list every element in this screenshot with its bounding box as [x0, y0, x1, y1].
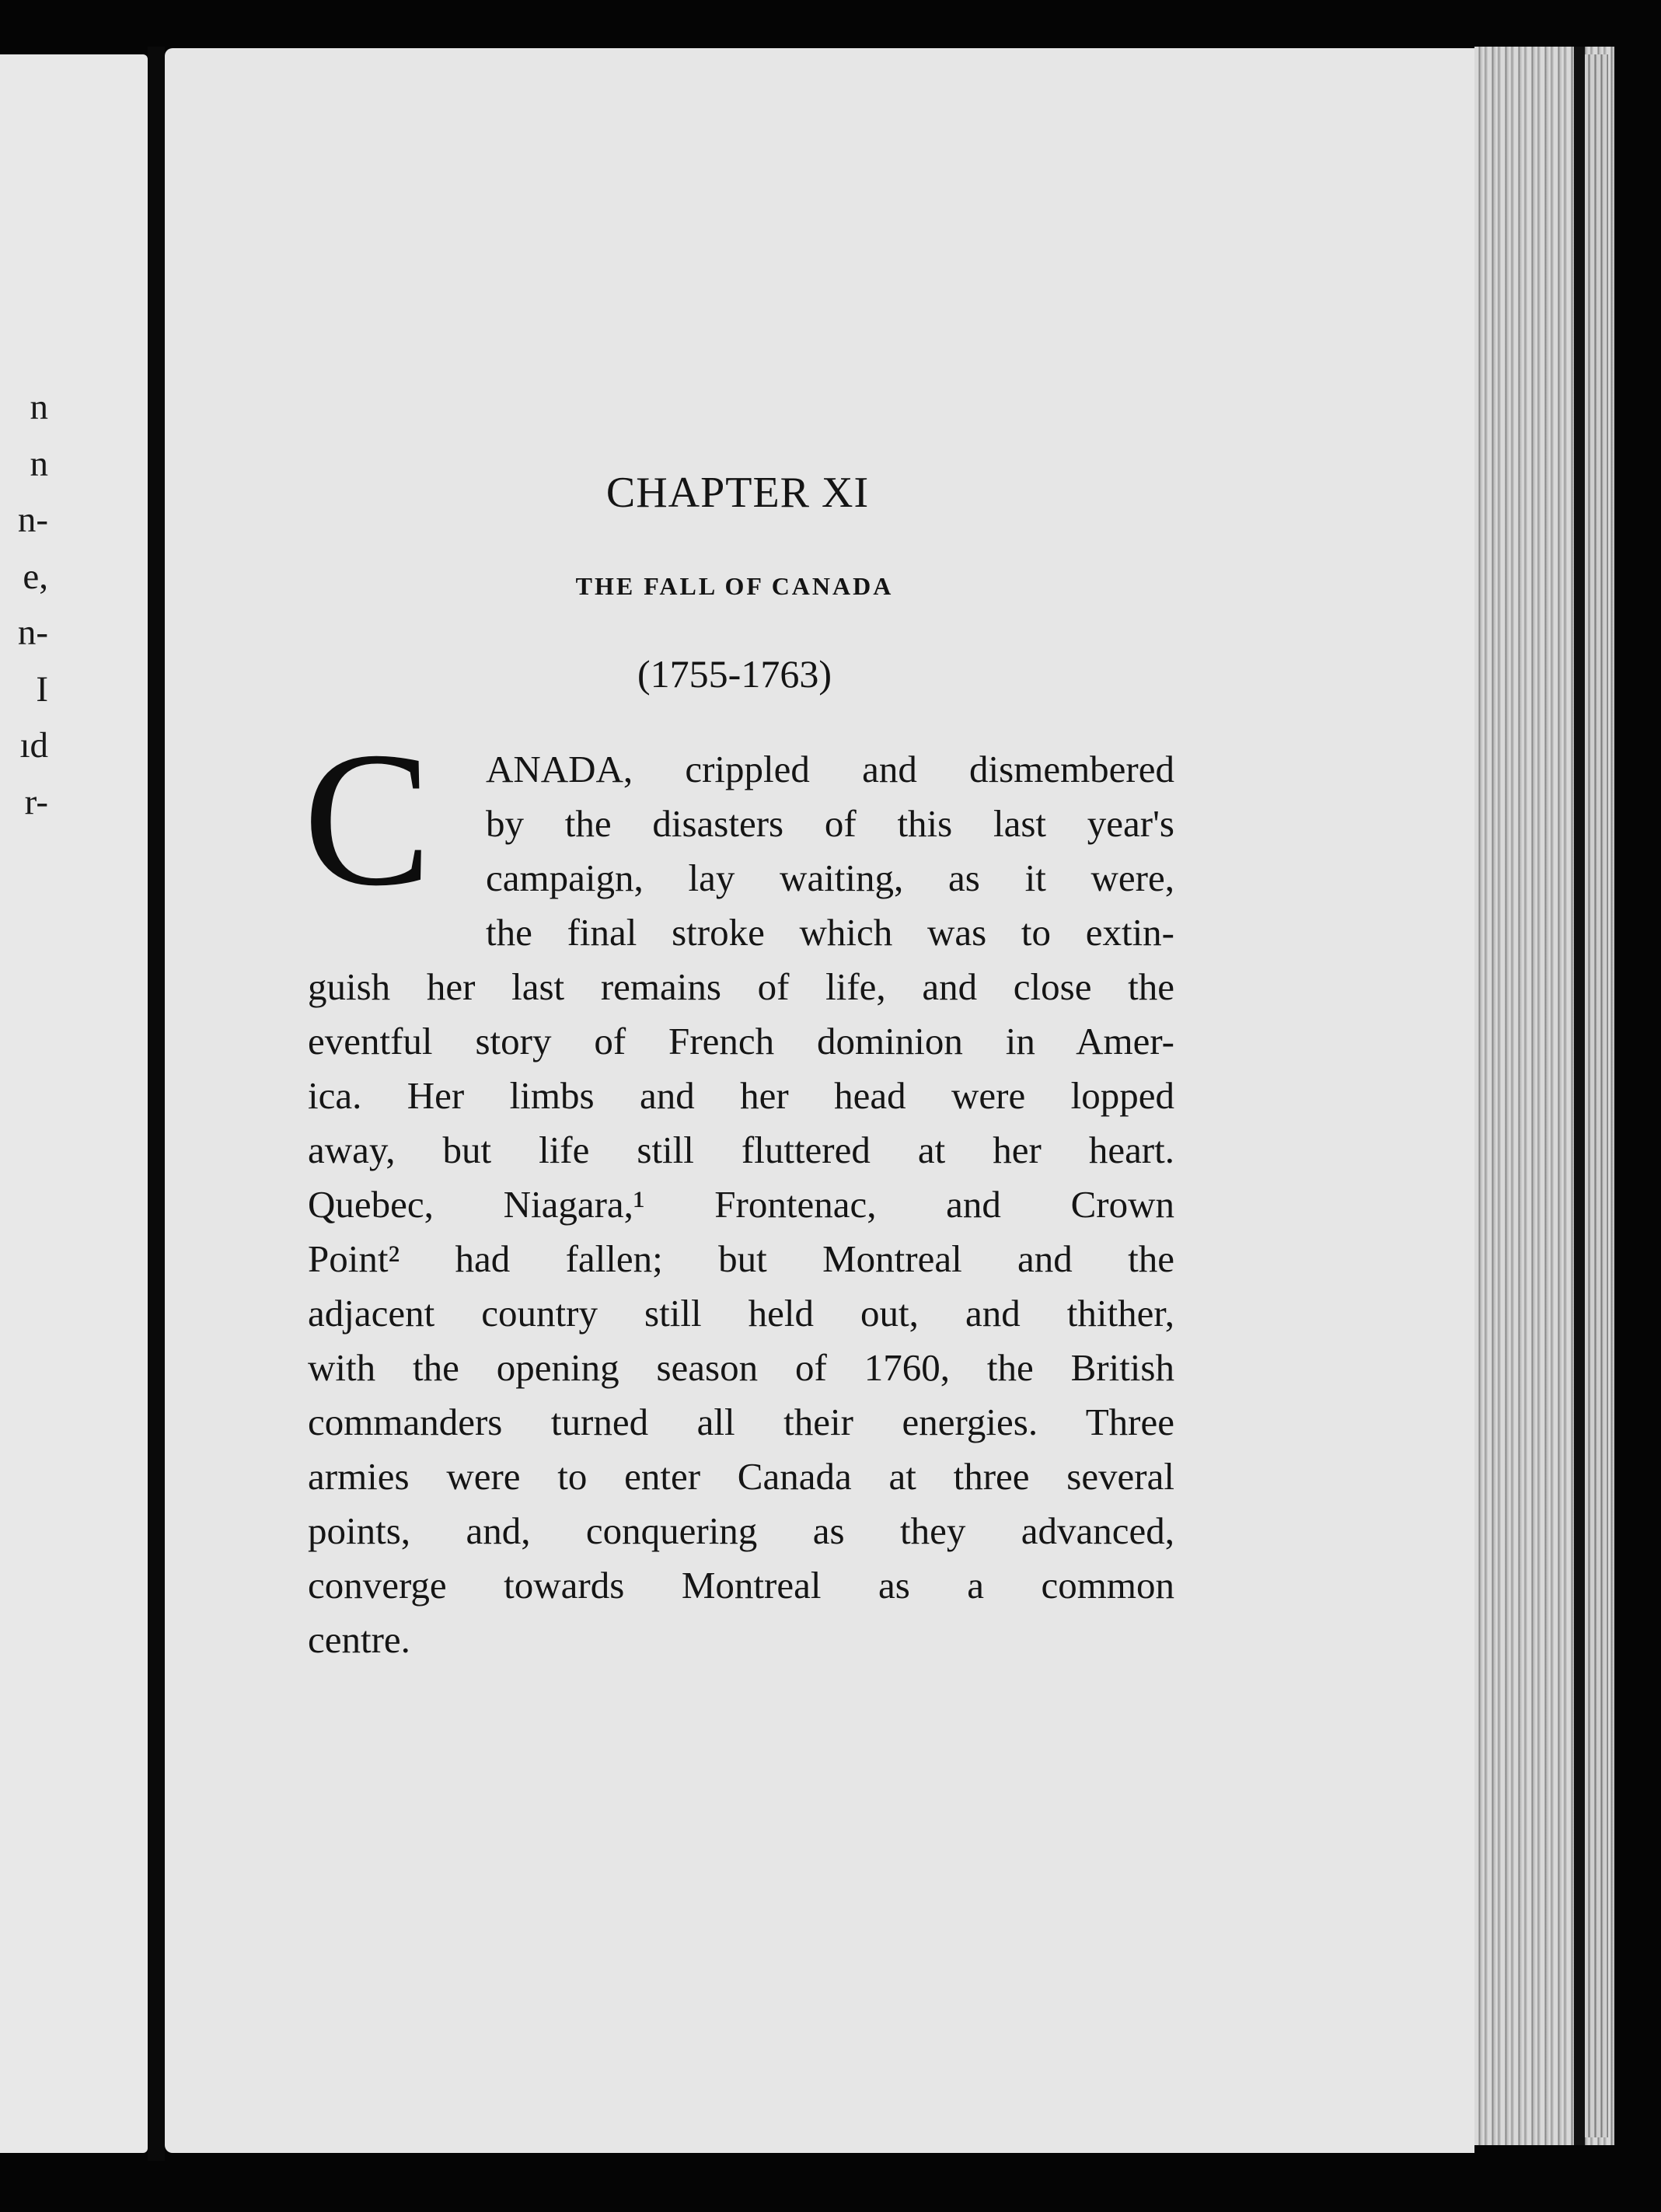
body-text-line: with the opening season of 1760, the British — [308, 1346, 1174, 1389]
left-fragment-line: n — [30, 387, 48, 427]
body-text-line: eventful story of French dominion in Amer- — [308, 1020, 1174, 1062]
chapter-heading: CHAPTER XI — [605, 469, 870, 517]
left-page-text-fragments — [0, 379, 48, 830]
left-fragment-line: ıd — [19, 725, 48, 766]
body-text-line: guish her last remains of life, and close the — [308, 965, 1174, 1008]
left-fragment-line: I — [36, 668, 48, 710]
body-text-line: away, but life still fluttered at her heart. — [308, 1129, 1174, 1171]
page-edge-shadow — [1574, 47, 1585, 2145]
chapter-dates: (1755-1763) — [637, 652, 832, 696]
left-fragment-line: n — [30, 443, 48, 484]
chapter-subtitle: THE FALL OF CANADA — [575, 572, 894, 600]
drop-cap-letter: C — [303, 712, 432, 926]
left-fragment-line: r- — [24, 781, 48, 822]
book-gutter — [148, 47, 165, 2161]
body-text-line: ica. Her limbs and her head were lopped — [308, 1074, 1174, 1117]
page-edges-outer — [1585, 54, 1608, 2137]
body-text-line: armies were to enter Canada at three several — [308, 1455, 1174, 1498]
body-text-line: centre. — [308, 1618, 410, 1661]
body-text-line: the final stroke which was to extin- — [486, 911, 1174, 954]
body-text-line: Quebec, Niagara,¹ Frontenac, and Crown — [308, 1183, 1174, 1226]
body-text-line: commanders turned all their energies. Three — [308, 1401, 1174, 1443]
left-fragment-line: n- — [17, 612, 48, 653]
body-text-line: points, and, conquering as they advanced, — [308, 1509, 1174, 1552]
left-fragment-line: n- — [17, 500, 48, 540]
left-facing-page — [0, 54, 148, 2153]
body-text-line: Point² had fallen; but Montreal and the — [308, 1237, 1174, 1280]
body-text-line: campaign, lay waiting, as it were, — [486, 857, 1174, 899]
left-fragment-line: e, — [23, 556, 48, 597]
body-text-line: adjacent country still held out, and thither, — [308, 1292, 1174, 1335]
body-text-line: converge towards Montreal as a common — [308, 1564, 1174, 1607]
body-text-line: by the disasters of this last year's — [486, 802, 1174, 845]
body-text-line: ANADA, crippled and dismembered — [486, 748, 1174, 790]
